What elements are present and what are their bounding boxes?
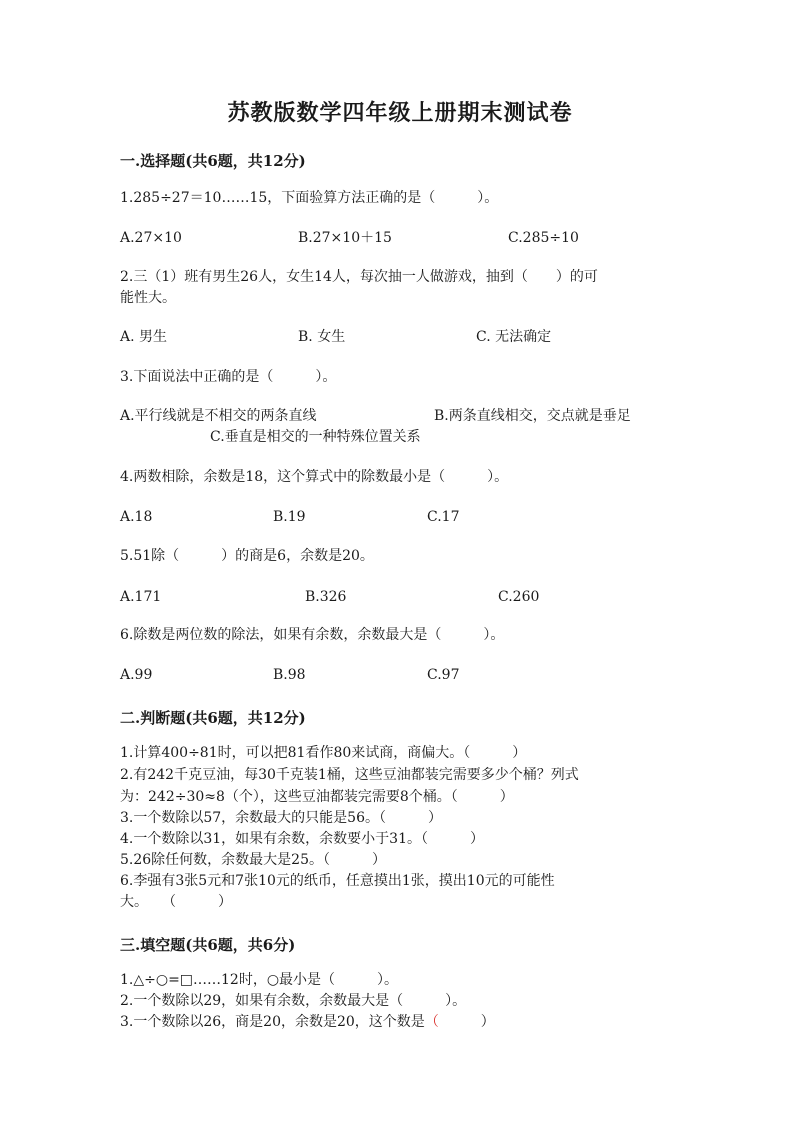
- tf-line: 2.有242千克豆油，每30千克装1桶，这些豆油都装完需要多少个桶？列式: [120, 767, 579, 783]
- question-5-option-c: C.260: [498, 589, 540, 605]
- question-1-option-b: B.27×10＋15: [298, 230, 392, 246]
- question-2-stem-line1: 2.三（1）班有男生26人，女生14人，每次抽一人做游戏，抽到（ ）的可: [120, 269, 598, 285]
- section-heading-true-false: 二.判断题(共6题，共12分): [120, 709, 306, 727]
- question-6-option-b: B.98: [273, 667, 306, 683]
- question-4-option-b: B.19: [273, 509, 306, 525]
- fill-line: 2.一个数除以29，如果有余数，余数最大是（ ）。: [120, 993, 467, 1009]
- question-4-option-c: C.17: [427, 509, 460, 525]
- tf-line: 6.李强有3张5元和7张10元的纸币，任意摸出1张，摸出10元的可能性: [120, 873, 555, 889]
- fill-line: 1.△÷○=□……12时，○最小是（ ）。: [120, 972, 399, 988]
- question-3-option-a: A.平行线就是不相交的两条直线: [120, 408, 317, 424]
- section-heading-fill-blank: 三.填空题(共6题，共6分): [120, 936, 296, 954]
- question-3-option-b: B.两条直线相交，交点就是垂足: [434, 408, 631, 424]
- question-6-stem: 6.除数是两位数的除法，如果有余数，余数最大是（ ）。: [120, 627, 505, 643]
- question-2-option-c: C. 无法确定: [476, 329, 552, 345]
- question-6-option-c: C.97: [427, 667, 460, 683]
- tf-line: 4.一个数除以31，如果有余数，余数要小于31。（ ）: [120, 831, 484, 847]
- question-4-stem: 4.两数相除，余数是18，这个算式中的除数最小是（ ）。: [120, 469, 509, 485]
- question-4-option-a: A.18: [120, 509, 153, 525]
- question-2-option-b: B. 女生: [298, 329, 346, 345]
- question-6-option-a: A.99: [120, 667, 153, 683]
- question-5-stem: 5.51除（ ）的商是6，余数是20。: [120, 548, 374, 564]
- question-1-option-c: C.285÷10: [508, 230, 579, 246]
- fill-line-3-text: 3.一个数除以26，商是20，余数是20，这个数是: [120, 1014, 425, 1030]
- page-title: 苏教版数学四年级上册期末测试卷: [227, 100, 573, 126]
- tf-line: 3.一个数除以57，余数最大的只能是56。（ ）: [120, 810, 442, 826]
- fill-line-3-tail: ）: [438, 1014, 495, 1030]
- question-5-option-b: B.326: [305, 589, 347, 605]
- question-1-stem: 1.285÷27＝10……15，下面验算方法正确的是（ ）。: [120, 190, 499, 206]
- tf-line: 大。 （ ）: [120, 894, 232, 910]
- question-3-option-c: C.垂直是相交的一种特殊位置关系: [210, 429, 421, 445]
- fill-line-3: [120, 1012, 495, 1033]
- question-3-stem: 3.下面说法中正确的是（ ）。: [120, 369, 337, 385]
- tf-line: 1.计算400÷81时，可以把81看作80来试商，商偏大。（ ）: [120, 745, 527, 761]
- question-2-option-a: A. 男生: [120, 329, 168, 345]
- red-open-paren: （: [424, 1014, 439, 1030]
- tf-line: 为：242÷30≈8（个），这些豆油都装完需要8个桶。（ ）: [120, 789, 514, 805]
- question-2-stem-line2: 能性大。: [120, 290, 176, 306]
- question-5-option-a: A.171: [120, 589, 162, 605]
- section-heading-choice: 一.选择题(共6题，共12分): [120, 152, 306, 170]
- question-1-option-a: A.27×10: [120, 230, 182, 246]
- tf-line: 5.26除任何数，余数最大是25。（ ）: [120, 852, 386, 868]
